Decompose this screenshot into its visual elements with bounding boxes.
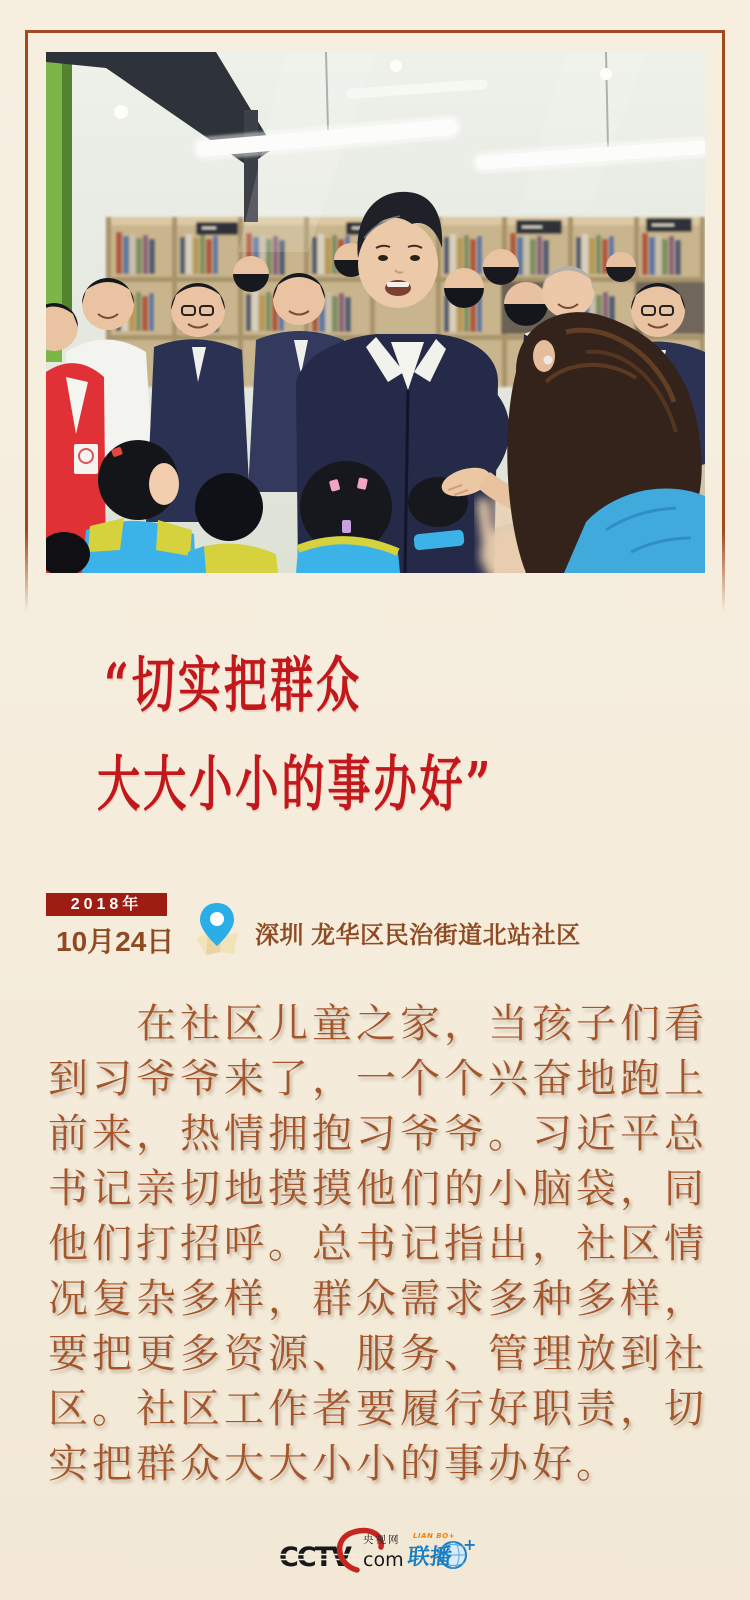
lianbo-cn: 联播 <box>406 1544 454 1569</box>
body-line: 到习爷爷来了，一个个兴奋地跑上 <box>48 1056 708 1102</box>
cctv-com: com <box>363 1549 404 1571</box>
body-line: 前来，热情拥抱习爷爷。习近平总 <box>48 1111 708 1157</box>
body-line: 实把群众大大小小的事办好。 <box>48 1441 620 1487</box>
date-day: 10月24日 <box>56 926 175 957</box>
quote-line-2: 大大小小的事办好” <box>97 750 494 820</box>
location-pin-icon <box>194 901 240 957</box>
lianbo-plus-logo <box>406 1532 476 1569</box>
body-line: 况复杂多样，群众需求多种多样， <box>48 1276 708 1322</box>
lianbo-en: LIAN BO+ <box>413 1532 455 1540</box>
quote-line-1: “切实把群众 <box>104 651 363 721</box>
lianbo-plus-sign: + <box>463 1535 477 1554</box>
body-line: 在社区儿童之家，当孩子们看 <box>136 1001 708 1047</box>
body-paragraph <box>48 997 708 1492</box>
cctv-cn: 央视网 <box>363 1534 401 1546</box>
cctv-logo <box>279 1531 404 1573</box>
body-line: 要把更多资源、服务、管理放到社 <box>48 1331 708 1377</box>
body-line: 他们打招呼。总书记指出，社区情 <box>48 1221 708 1267</box>
year-badge: 2018年 <box>46 893 167 916</box>
location-text: 深圳 龙华区民治街道北站社区 <box>255 922 581 949</box>
cctv-letters: CCTV <box>279 1542 350 1573</box>
photo-frame-left <box>25 30 28 612</box>
photo-frame-top <box>25 30 725 33</box>
body-line: 书记亲切地摸摸他们的小脑袋，同 <box>48 1166 708 1212</box>
body-line: 区。社区工作者要履行好职责，切 <box>48 1386 708 1432</box>
footer-logos <box>277 1526 477 1576</box>
photo-frame-right <box>722 30 725 612</box>
visit-photo <box>46 52 705 573</box>
